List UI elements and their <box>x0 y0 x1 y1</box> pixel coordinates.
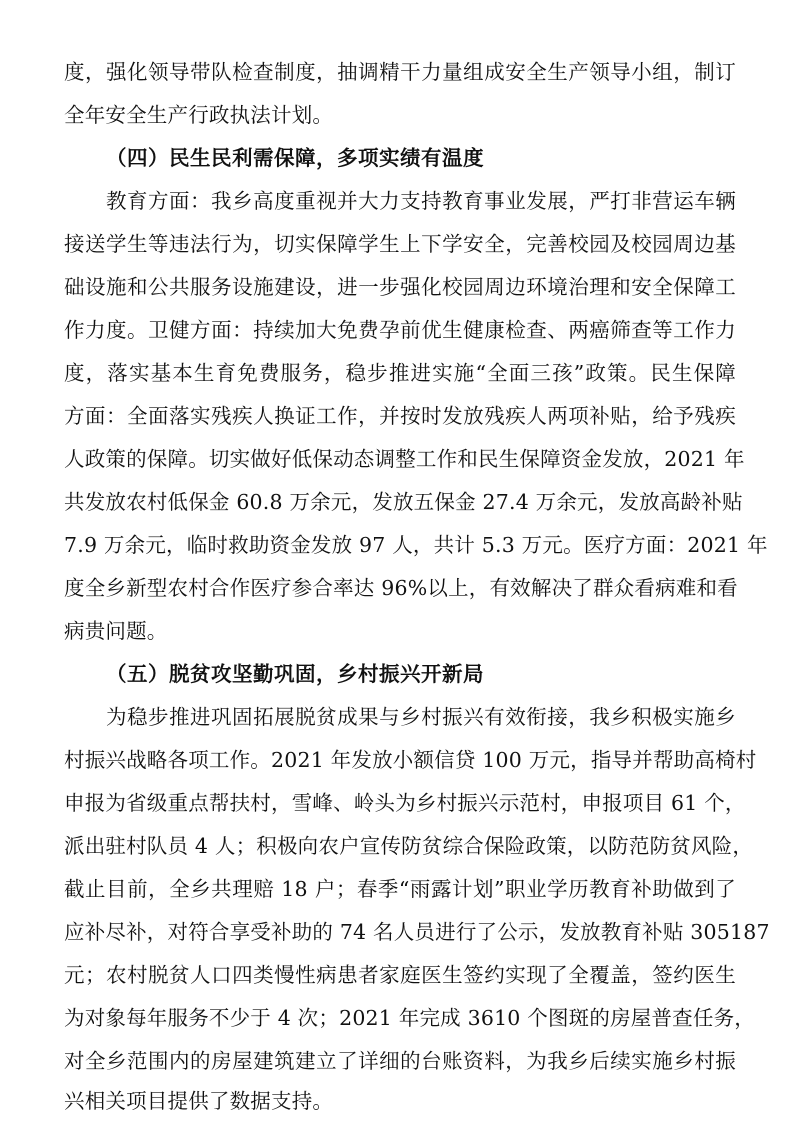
paragraph-line: 病贵问题。 <box>64 619 168 643</box>
paragraph-line: 兴相关项目提供了数据支持。 <box>64 1089 334 1113</box>
paragraph-line: 教育方面：我乡高度重视并大力支持教育事业发展，严打非营运车辆 <box>106 189 736 213</box>
paragraph-line: 共发放农村低保金 60.8 万余元，发放五保金 27.4 万余元，发放高龄补贴 <box>64 490 743 514</box>
paragraph-line: 申报为省级重点帮扶村，雪峰、岭头为乡村振兴示范村，申报项目 61 个， <box>64 791 746 815</box>
paragraph-line: 为稳步推进巩固拓展脱贫成果与乡村振兴有效衔接，我乡积极实施乡 <box>106 705 736 729</box>
paragraph-line: 度，落实基本生育免费服务，稳步推进实施“全面三孩”政策。民生保障 <box>64 361 736 385</box>
section-heading-4: （四）民生民利需保障，多项实绩有温度 <box>106 146 484 170</box>
paragraph-line: 为对象每年服务不少于 4 次；2021 年完成 3610 个图斑的房屋普查任务， <box>64 1006 755 1030</box>
paragraph-line: 方面：全面落实残疾人换证工作，并按时发放残疾人两项补贴，给予残疾 <box>64 404 736 428</box>
paragraph-line: 对全乡范围内的房屋建筑建立了详细的台账资料，为我乡后续实施乡村振 <box>64 1049 736 1073</box>
paragraph-line: 元；农村脱贫人口四类慢性病患者家庭医生签约实现了全覆盖，签约医生 <box>64 963 736 987</box>
section-heading-5: （五）脱贫攻坚勤巩固，乡村振兴开新局 <box>106 662 484 686</box>
paragraph-line: 接送学生等违法行为，切实保障学生上下学安全，完善校园及校园周边基 <box>64 232 736 256</box>
paragraph-line: 度全乡新型农村合作医疗参合率达 96%以上，有效解决了群众看病难和看 <box>64 576 738 600</box>
paragraph-line: 础设施和公共服务设施建设，进一步强化校园周边环境治理和安全保障工 <box>64 275 736 299</box>
paragraph-line: 村振兴战略各项工作。2021 年发放小额信贷 100 万元，指导并帮助高椅村 <box>64 748 757 772</box>
paragraph-line: 7.9 万余元，临时救助资金发放 97 人，共计 5.3 万元。医疗方面：2021 年 <box>64 533 768 557</box>
paragraph-line: 应补尽补，对符合享受补助的 74 名人员进行了公示，发放教育补贴 305187 <box>64 920 770 944</box>
paragraph-line: 全年安全生产行政执法计划。 <box>64 103 334 127</box>
paragraph-line: 人政策的保障。切实做好低保动态调整工作和民生保障资金发放，2021 年 <box>64 447 745 471</box>
paragraph-line: 截止目前，全乡共理赔 18 户；春季“雨露计划”职业学历教育补助做到了 <box>64 877 736 901</box>
paragraph-line: 度，强化领导带队检查制度，抽调精干力量组成安全生产领导小组，制订 <box>64 60 736 84</box>
paragraph-line: 派出驻村队员 4 人；积极向农户宣传防贫综合保险政策，以防范防贫风险， <box>64 834 754 858</box>
paragraph-line: 作力度。卫健方面：持续加大免费孕前优生健康检查、两癌筛查等工作力 <box>64 318 736 342</box>
